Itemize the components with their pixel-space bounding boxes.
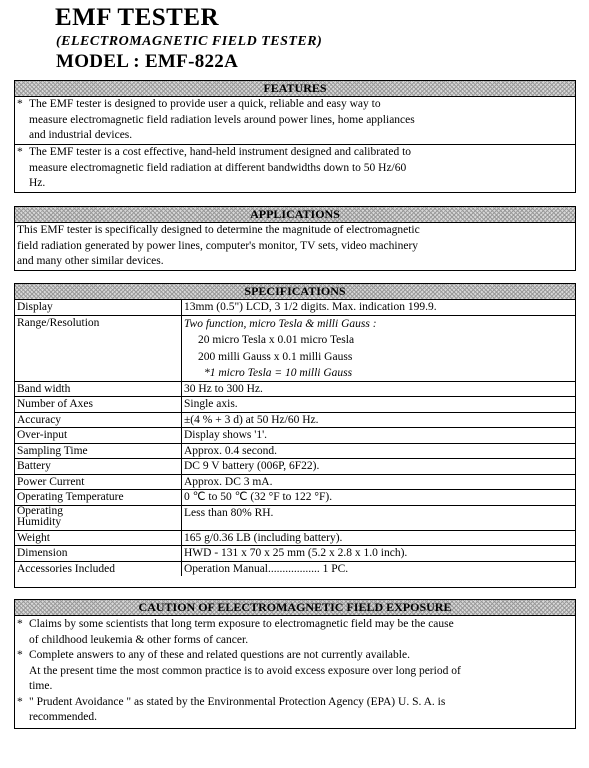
feature-line: and industrial devices. <box>29 129 133 141</box>
bullet-star: * <box>17 618 23 630</box>
applications-heading: APPLICATIONS <box>15 207 575 223</box>
caution-line: Complete answers to any of these and related questions are not currently available. <box>29 649 410 661</box>
bullet-star: * <box>17 649 23 661</box>
caution-line: recommended. <box>29 711 98 723</box>
feature-line: The EMF tester is designed to provide user a quick, reliable and easy way to <box>29 98 381 110</box>
spec-value: Single axis. <box>182 397 576 413</box>
caution-section <box>14 599 576 729</box>
spec-value: ±(4 % + 3 d) at 50 Hz/60 Hz. <box>182 412 576 428</box>
model-number: MODEL : EMF-822A <box>56 51 239 72</box>
spec-value: Less than 80% RH. <box>182 505 576 530</box>
feature-line: measure electromagnetic field radiation at different bandwidths down to 50 Hz/60 <box>29 161 407 174</box>
spec-label: Accuracy <box>15 412 182 428</box>
spec-value: HWD - 131 x 70 x 25 mm (5.2 x 2.8 x 1.0 inch). <box>182 546 576 562</box>
bullet-star: * <box>17 695 23 708</box>
bullet-star: * <box>17 98 23 110</box>
range-line: 20 micro Tesla x 0.01 micro Tesla <box>198 334 355 346</box>
spec-value: Display shows '1'. <box>182 428 576 444</box>
table-row <box>15 505 575 530</box>
features-heading: FEATURES <box>15 81 575 97</box>
table-row <box>15 381 575 397</box>
caution-item <box>15 617 575 648</box>
table-row <box>15 412 575 428</box>
spec-label: Battery <box>15 459 182 475</box>
caution-line: time. <box>29 680 53 692</box>
spec-label: Band width <box>15 381 182 397</box>
spec-label: Operating <box>17 504 63 517</box>
table-row <box>15 474 575 490</box>
specifications-section <box>14 283 576 588</box>
features-section <box>14 80 576 193</box>
spec-label: Accessories Included <box>15 561 182 576</box>
document-subtitle: (ELECTROMAGNETIC FIELD TESTER) <box>56 34 323 49</box>
table-row <box>15 561 575 576</box>
caution-line: Claims by some scientists that long term exposure to electromagnetic field may be the cause <box>29 618 454 630</box>
caution-item <box>15 695 575 726</box>
feature-item <box>15 97 575 145</box>
table-row <box>15 397 575 413</box>
spec-label: Operating Temperature <box>15 490 182 506</box>
spec-label-humidity <box>15 505 182 530</box>
range-line: 200 milli Gauss x 0.1 milli Gauss <box>198 350 353 363</box>
spec-value: Approx. DC 3 mA. <box>182 474 576 490</box>
spec-label: Power Current <box>15 474 182 490</box>
spec-value: Approx. 0.4 second. <box>182 443 576 459</box>
feature-line: measure electromagnetic field radiation levels around power lines, home appliances <box>29 113 415 126</box>
spec-label: Display <box>15 300 182 315</box>
table-row <box>15 300 575 315</box>
applications-line: field radiation generated by power lines, computer's monitor, TV sets, video machinery <box>17 239 419 252</box>
feature-line: Hz. <box>29 177 46 189</box>
range-line: Two function, micro Tesla & milli Gauss : <box>184 317 377 330</box>
caution-line: of childhood leukemia & other forms of cancer. <box>29 633 249 646</box>
specifications-heading: SPECIFICATIONS <box>15 284 575 300</box>
spec-label: Weight <box>15 530 182 546</box>
bullet-star: * <box>17 146 23 158</box>
spec-label: Humidity <box>17 515 62 528</box>
table-row <box>15 443 575 459</box>
table-row <box>15 428 575 444</box>
spec-value: 13mm (0.5") LCD, 3 1/2 digits. Max. indication 199.9. <box>184 301 437 313</box>
applications-text <box>15 223 575 270</box>
caution-line: At the present time the most common practice is to avoid excess exposure over long period of <box>29 664 461 677</box>
spec-value-range <box>182 315 576 381</box>
table-row <box>15 315 575 381</box>
spec-value: 0 ℃ to 50 ℃ (32 °F to 122 °F). <box>182 490 576 506</box>
spec-value: DC 9 V battery (006P, 6F22). <box>182 459 576 475</box>
spec-label: Sampling Time <box>15 443 182 459</box>
document-title: EMF TESTER <box>55 4 220 31</box>
applications-line: This EMF tester is specifically designed to determine the magnitude of electromagnetic <box>17 224 420 236</box>
spec-label: Dimension <box>15 546 182 562</box>
spec-value: 165 g/0.36 LB (including battery). <box>182 530 576 546</box>
table-row <box>15 546 575 562</box>
spec-value: 30 Hz to 300 Hz. <box>182 381 576 397</box>
spec-value: Operation Manual.................. 1 PC. <box>182 561 576 576</box>
spec-label: Range/Resolution <box>15 315 182 381</box>
specifications-table <box>15 300 575 576</box>
range-line: *1 micro Tesla = 10 milli Gauss <box>204 367 353 379</box>
caution-line: " Prudent Avoidance " as stated by the Environmental Protection Agency (EPA) U. S. A. is <box>29 695 446 708</box>
spec-label: Over-input <box>15 428 182 444</box>
caution-item <box>15 648 575 695</box>
table-row <box>15 530 575 546</box>
applications-line: and many other similar devices. <box>17 255 164 267</box>
table-row <box>15 490 575 506</box>
spec-label: Number of Axes <box>15 397 182 413</box>
feature-item <box>15 145 575 192</box>
applications-section <box>14 206 576 271</box>
table-row <box>15 459 575 475</box>
caution-heading: CAUTION OF ELECTROMAGNETIC FIELD EXPOSURE <box>15 600 575 616</box>
feature-line: The EMF tester is a cost effective, hand-held instrument designed and calibrated to <box>29 146 412 158</box>
